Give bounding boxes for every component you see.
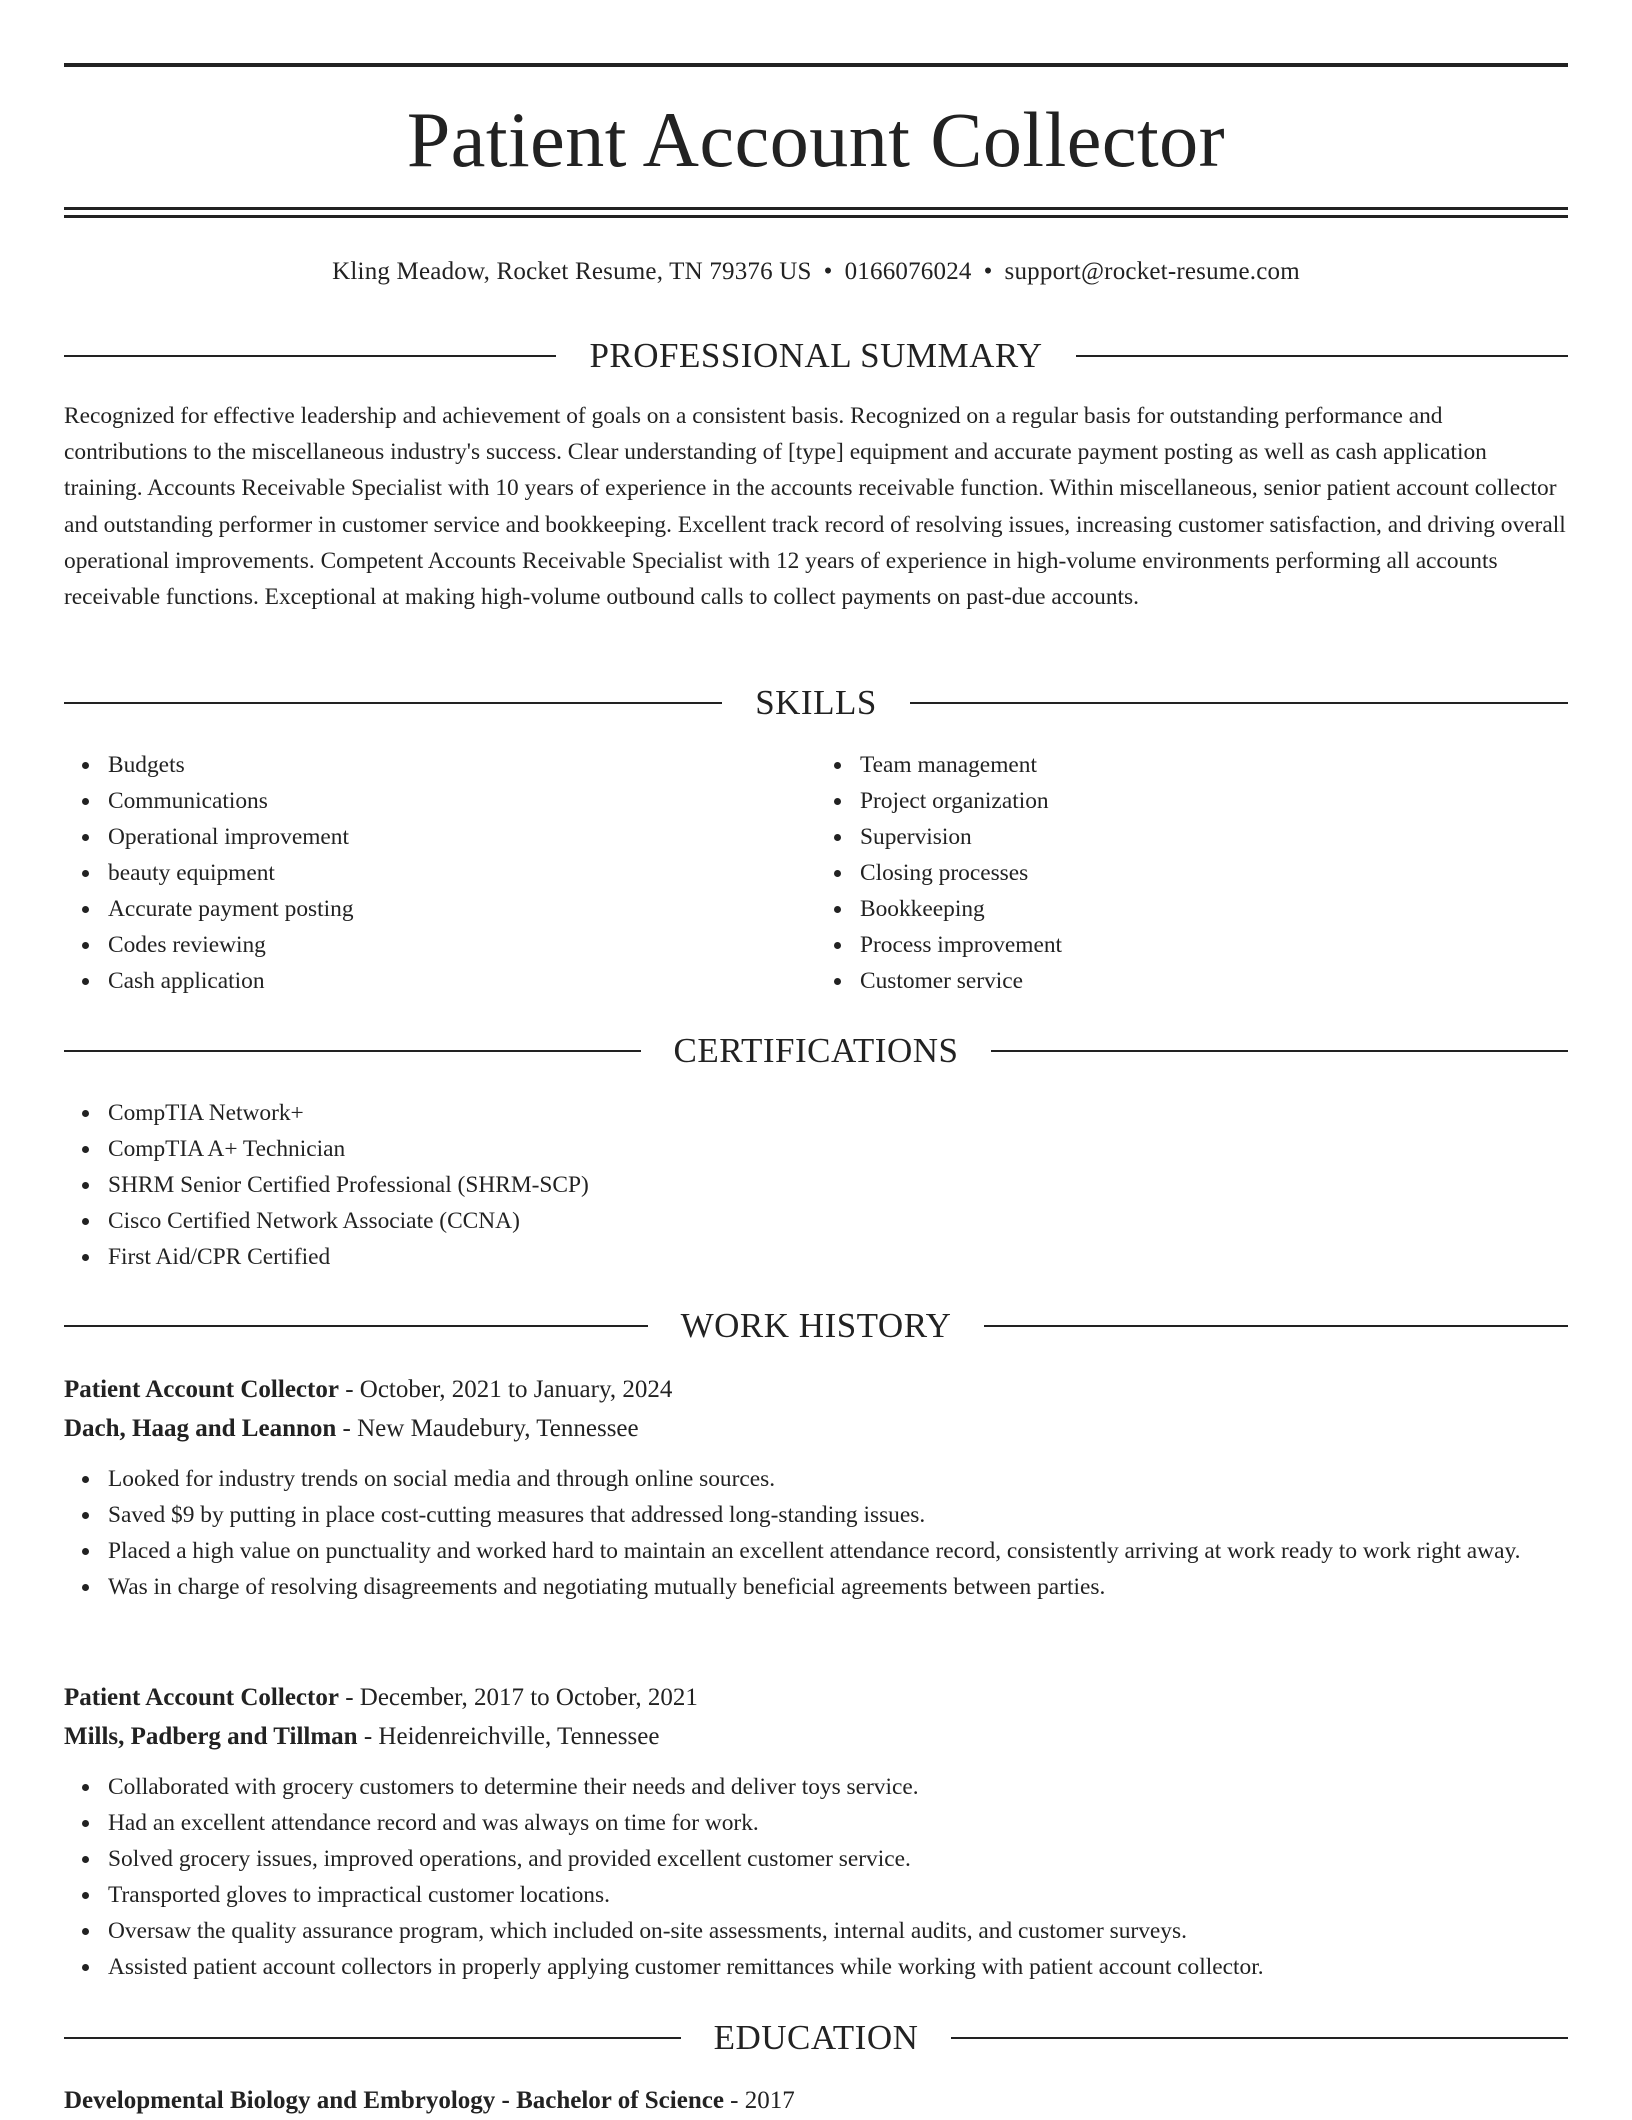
skill-item: Bookkeeping (860, 891, 1568, 927)
job-company: Mills, Padberg and Tillman (64, 1723, 358, 1750)
section-heading-education (64, 2016, 1568, 2060)
job-duty: Looked for industry trends on social media and through online sources. (108, 1461, 1568, 1497)
skill-item: Team management (860, 747, 1568, 783)
heading-rule-right (1076, 355, 1568, 357)
candidate-name: Patient Account Collector (406, 96, 1226, 183)
heading-rule-left (64, 702, 722, 704)
heading-rule-left (64, 355, 556, 357)
skill-item: Budgets (108, 747, 816, 783)
heading-rule-left (64, 1325, 648, 1327)
skill-item: Process improvement (860, 927, 1568, 963)
heading-rule-right (951, 2037, 1568, 2039)
section-title: EDUCATION (713, 2018, 919, 2057)
job-title-line (64, 1370, 1568, 1409)
certifications-list (64, 1095, 1568, 1275)
job-duty: Transported gloves to impractical customer locations. (108, 1877, 1568, 1913)
skill-item: Communications (108, 783, 816, 819)
job-role: Patient Account Collector (64, 1376, 339, 1403)
skills-column-left (64, 747, 816, 999)
skill-item: beauty equipment (108, 855, 816, 891)
heading-rule-left (64, 2037, 681, 2039)
job-duty: Assisted patient account collectors in properly applying customer remittances while working with patient account collector. (108, 1949, 1568, 1985)
skill-item: Cash application (108, 963, 816, 999)
job-entry (64, 1370, 1568, 1605)
skill-item: Codes reviewing (108, 927, 816, 963)
education-entry (64, 2081, 1568, 2120)
contact-email: support@rocket-resume.com (1004, 258, 1300, 285)
heading-rule-right (984, 1325, 1568, 1327)
job-duty: Collaborated with grocery customers to determine their needs and deliver toys service. (108, 1769, 1568, 1805)
certification-item: SHRM Senior Certified Professional (SHRM-SCP) (108, 1167, 1568, 1203)
skill-item: Closing processes (860, 855, 1568, 891)
job-entry (64, 1678, 1568, 1985)
skill-item: Customer service (860, 963, 1568, 999)
contact-address: Kling Meadow, Rocket Resume, TN 79376 US (332, 258, 812, 285)
heading-rule-right (910, 702, 1568, 704)
certification-item: Cisco Certified Network Associate (CCNA) (108, 1203, 1568, 1239)
job-duty: Saved $9 by putting in place cost-cutting measures that addressed long-standing issues. (108, 1497, 1568, 1533)
education-line (64, 2081, 1568, 2120)
certification-item: CompTIA A+ Technician (108, 1131, 1568, 1167)
header-rule-lower (64, 215, 1568, 218)
section-heading-work-history (64, 1304, 1568, 1348)
job-company-line (64, 1409, 1568, 1448)
section-title: CERTIFICATIONS (673, 1031, 959, 1070)
section-heading-certifications (64, 1029, 1568, 1073)
job-location: - Heidenreichville, Tennessee (357, 1723, 660, 1750)
section-title: SKILLS (755, 683, 877, 722)
section-title: WORK HISTORY (680, 1306, 952, 1345)
job-duty: Solved grocery issues, improved operations, and provided excellent customer service. (108, 1841, 1568, 1877)
skill-item: Operational improvement (108, 819, 816, 855)
job-duties (64, 1461, 1568, 1605)
job-duty: Was in charge of resolving disagreements and negotiating mutually beneficial agreements between parties. (108, 1569, 1568, 1605)
summary-text: Recognized for effective leadership and achievement of goals on a consistent basis. Recognized on a regular basis for outstanding performance and contributions to the miscellaneous industry's success. Clear understanding of [type] equipment and accurate payment posting as well as cash application training. Accounts Receivable Specialist with 10 years of experience in the accounts receivable function. Within miscellaneous, senior patient account collector and outstanding performer in customer service and bookkeeping. Excellent track record of resolving issues, increasing customer satisfaction, and driving overall operational improvements. Competent Accounts Receivable Specialist with 12 years of experience in high-volume environments performing all accounts receivable functions. Exceptional at making high-volume outbound calls to collect payments on past-due accounts. (64, 403, 1566, 611)
job-role: Patient Account Collector (64, 1684, 339, 1711)
job-duty: Placed a high value on punctuality and worked hard to maintain an excellent attendance record, consistently arriving at work ready to work right away. (108, 1533, 1568, 1569)
education-year: - 2017 (723, 2087, 795, 2114)
heading-rule-left (64, 1050, 641, 1052)
job-company: Dach, Haag and Leannon (64, 1415, 337, 1442)
contact-separator: • (983, 258, 993, 285)
job-duties (64, 1769, 1568, 1985)
contact-phone: 0166076024 (844, 258, 972, 285)
job-duty: Oversaw the quality assurance program, which included on-site assessments, internal audits, and customer surveys. (108, 1913, 1568, 1949)
skill-item: Project organization (860, 783, 1568, 819)
skill-item: Supervision (860, 819, 1568, 855)
job-company-line (64, 1717, 1568, 1756)
header-top-rule (64, 63, 1568, 67)
skills-list (64, 747, 1568, 999)
section-heading-summary (64, 334, 1568, 378)
header-rule-upper (64, 207, 1568, 210)
job-duty: Had an excellent attendance record and was always on time for work. (108, 1805, 1568, 1841)
job-dates: - December, 2017 to October, 2021 (338, 1684, 698, 1711)
certification-item: CompTIA Network+ (108, 1095, 1568, 1131)
heading-rule-right (991, 1050, 1568, 1052)
certification-item: First Aid/CPR Certified (108, 1239, 1568, 1275)
skill-item: Accurate payment posting (108, 891, 816, 927)
job-dates: - October, 2021 to January, 2024 (338, 1376, 673, 1403)
skills-column-right (816, 747, 1568, 999)
section-heading-skills (64, 681, 1568, 725)
section-title: PROFESSIONAL SUMMARY (589, 336, 1043, 375)
contact-separator: • (823, 258, 833, 285)
job-location: - New Maudebury, Tennessee (336, 1415, 639, 1442)
job-title-line (64, 1678, 1568, 1717)
contact-line (64, 254, 1568, 290)
education-degree: Developmental Biology and Embryology - Bachelor of Science (64, 2087, 724, 2114)
